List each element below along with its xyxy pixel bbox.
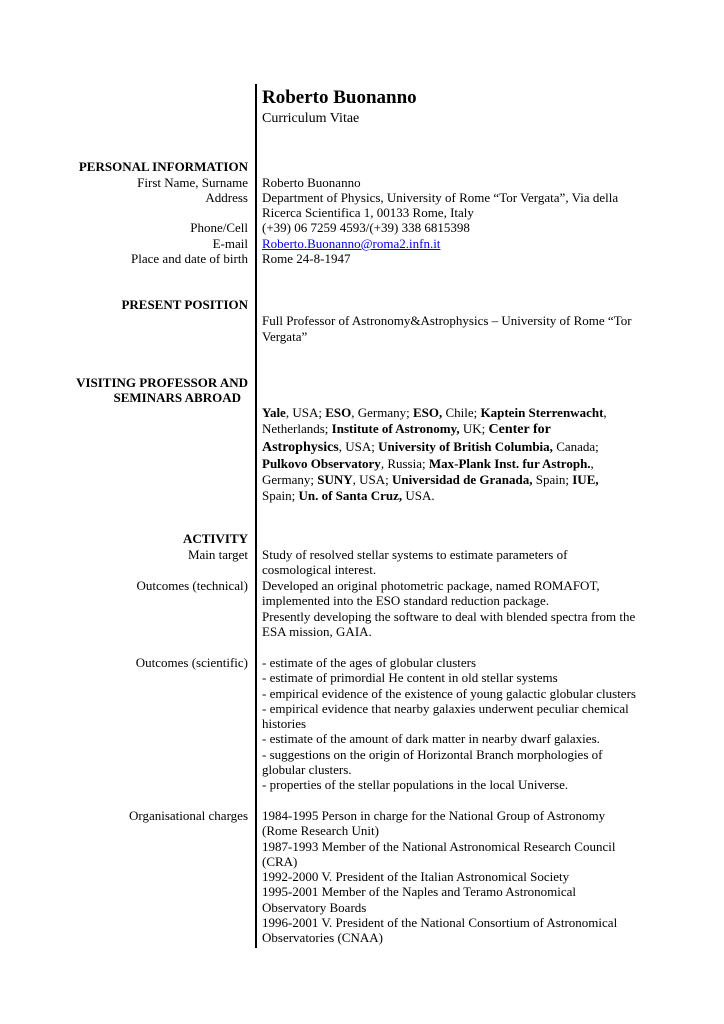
phone-value: (+39) 06 7259 4593/(+39) 338 6815398 — [262, 220, 470, 235]
country-text: , Germany; — [351, 405, 413, 420]
text-line: globular clusters. — [262, 762, 352, 778]
birth-label: Place and date of birth — [131, 251, 248, 266]
text-line: - estimate of the amount of dark matter in nearby dwarf galaxies. — [262, 731, 600, 747]
text-line: implemented into the ESO standard reduction package. — [262, 593, 549, 609]
email-label: E-mail — [212, 236, 248, 251]
institution-name: Kaptein Sterrenwacht — [480, 405, 604, 420]
country-text: Chile; — [442, 405, 481, 420]
institution-name: Max-Plank Inst. fur Astroph. — [428, 455, 591, 471]
visiting-heading-line-1: VISITING PROFESSOR AND — [76, 375, 248, 390]
text-line: 1996-2001 V. President of the National Consortium of Astronomical — [262, 915, 618, 931]
cv-subtitle: Curriculum Vitae — [262, 111, 360, 126]
text-line: - suggestions on the origin of Horizontal Branch morphologies of — [262, 746, 603, 762]
institution-name: Center for Astrophysics — [262, 422, 551, 455]
institution-name: ESO — [325, 405, 352, 420]
institution-name: Universidad de Granada, — [392, 472, 533, 488]
institution-name: IUE, — [572, 472, 599, 488]
text-line: Developed an original photometric package, named ROMAFOT, — [262, 578, 600, 593]
text-line: Observatory Boards — [262, 899, 367, 915]
text-line: 1987-1993 Member of the National Astronomical Research Council — [262, 838, 616, 854]
country-text: , Germany; — [262, 455, 594, 488]
main-target-label: Main target — [187, 547, 248, 562]
country-text: , Russia; — [380, 455, 429, 471]
activity-heading: ACTIVITY — [182, 531, 248, 546]
text-line: - estimate of primordial He content in old stellar systems — [262, 670, 558, 686]
name-label: First Name, Surname — [137, 175, 248, 190]
institution-name: Institute of Astronomy, — [331, 421, 460, 437]
organisational-charges-label: Organisational charges — [128, 808, 248, 823]
technical-outcomes-text — [262, 578, 635, 639]
scientific-outcomes-label: Outcomes (scientific) — [135, 655, 248, 670]
cv-name-title: Roberto Buonanno — [262, 87, 417, 108]
visiting-heading-line-2: SEMINARS ABROAD — [113, 390, 241, 405]
scientific-outcomes-list — [262, 655, 636, 793]
country-text: Canada; — [552, 438, 599, 454]
address-line-1: Department of Physics, University of Rome “Tor Vergata”, Via della — [262, 190, 619, 205]
text-line: - empirical evidence of the existence of young galactic globular clusters — [262, 685, 636, 701]
text-line: 1992-2000 V. President of the Italian Astronomical Society — [262, 869, 570, 885]
country-text: , USA; — [338, 438, 379, 454]
country-text: Spain; — [262, 488, 299, 504]
text-line: 1995-2001 Member of the Naples and Teramo Astronomical — [262, 884, 577, 900]
birth-value: Rome 24-8-1947 — [262, 251, 351, 266]
visiting-institutions — [262, 405, 630, 505]
text-line: Study of resolved stellar systems to estimate parameters of — [262, 547, 568, 562]
main-target-text — [262, 547, 567, 578]
address-label: Address — [205, 190, 248, 205]
institution-name: Un. of Santa Cruz, — [298, 488, 403, 504]
position-line-1: Full Professor of Astronomy&Astrophysics – University of Rome “Tor — [262, 313, 632, 328]
institution-name: Yale — [262, 405, 286, 420]
text-line: - empirical evidence that nearby galaxies underwent peculiar chemical — [262, 700, 629, 716]
text-line: - estimate of the ages of globular clusters — [262, 655, 477, 670]
institution-name: University of British Columbia, — [378, 438, 553, 454]
text-line: Presently developing the software to deal with blended spectra from the — [262, 608, 636, 624]
institution-name: Pulkovo Observatory — [262, 455, 381, 471]
phone-label: Phone/Cell — [190, 220, 248, 235]
text-line: 1984-1995 Person in charge for the National Group of Astronomy — [262, 808, 606, 823]
text-line: cosmological interest. — [262, 562, 377, 578]
position-line-2: Vergata” — [262, 329, 308, 344]
present-position-heading: PRESENT POSITION — [121, 297, 248, 312]
text-line: ESA mission, GAIA. — [262, 623, 372, 639]
institution-name: SUNY — [317, 472, 353, 488]
country-text: Spain; — [532, 472, 573, 488]
name-value: Roberto Buonanno — [262, 175, 361, 190]
text-line: - properties of the stellar populations in the local Universe. — [262, 777, 569, 793]
text-line: (CRA) — [262, 853, 298, 869]
text-line: histories — [262, 716, 307, 732]
country-text: UK; — [459, 421, 489, 437]
email-link[interactable]: Roberto.Buonanno@roma2.infn.it — [262, 236, 441, 251]
organisational-charges-list — [262, 808, 617, 946]
country-text: , Netherlands; — [262, 405, 607, 437]
address-line-2: Ricerca Scientifica 1, 00133 Rome, Italy — [262, 205, 474, 220]
country-text: , USA; — [285, 405, 326, 420]
vertical-divider — [255, 84, 257, 948]
technical-outcomes-label: Outcomes (technical) — [136, 578, 248, 593]
institution-name: ESO, — [412, 405, 443, 420]
text-line: Observatories (CNAA) — [262, 930, 383, 946]
country-text: , USA; — [352, 472, 393, 488]
personal-info-heading: PERSONAL INFORMATION — [78, 159, 248, 174]
text-line: (Rome Research Unit) — [262, 823, 379, 839]
country-text: USA. — [402, 488, 435, 504]
